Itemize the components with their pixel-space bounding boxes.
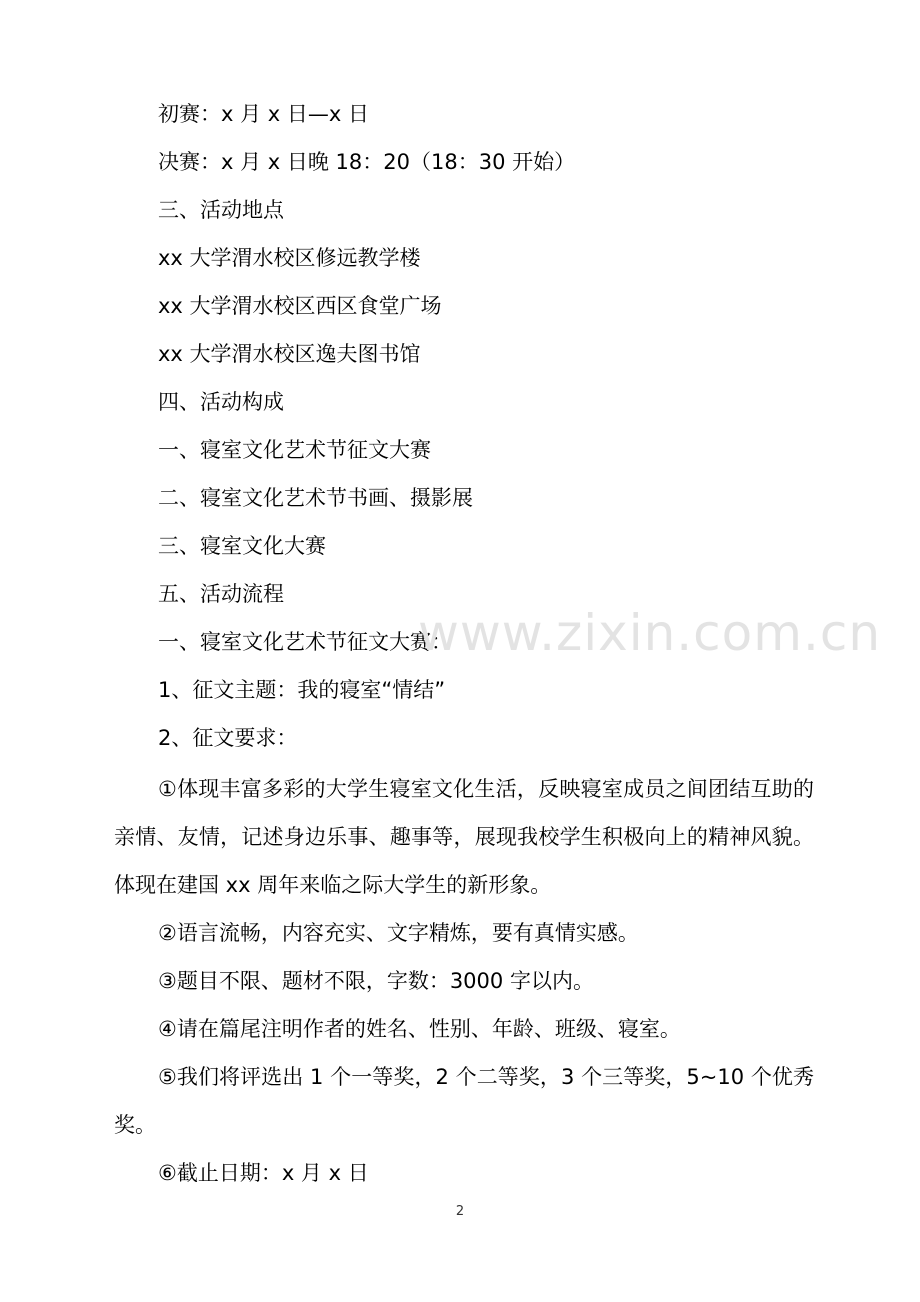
composition-item: 一、寝室文化艺术节征文大赛	[158, 438, 431, 462]
watermark: www.zixin.com.cn	[418, 604, 882, 662]
requirement-paragraph: ⑤我们将评选出 1 个一等奖，2 个二等奖，3 个三等奖，5~10 个优秀奖。	[114, 1065, 814, 1137]
requirement-paragraph: ②语言流畅，内容充实、文字精炼，要有真情实感。	[158, 921, 639, 945]
section-heading-process: 五、活动流程	[158, 582, 284, 606]
page-number: 2	[455, 1204, 465, 1219]
essay-requirements-heading: 2、征文要求：	[158, 726, 298, 750]
requirement-paragraph: ①体现丰富多彩的大学生寝室文化生活，反映寝室成员之间团结互助的亲情、友情，记述身边乐事、趣事等，展现我校学生积极向上的精神风貌。体现在建国 xx 周年来临之际大学生的新形象。	[114, 777, 814, 897]
location-item: xx 大学渭水校区修远教学楼	[158, 246, 421, 270]
schedule-final: 决赛：x 月 x 日晚 18：20（18：30 开始）	[158, 150, 576, 174]
location-item: xx 大学渭水校区逸夫图书馆	[158, 342, 421, 366]
composition-item: 三、寝室文化大赛	[158, 534, 326, 558]
section-heading-location: 三、活动地点	[158, 198, 284, 222]
requirement-paragraph: ④请在篇尾注明作者的姓名、性别、年龄、班级、寝室。	[158, 1017, 681, 1041]
section-heading-composition: 四、活动构成	[158, 390, 284, 414]
essay-theme: 1、征文主题：我的寝室“情结”	[158, 678, 446, 702]
requirement-paragraph: ⑥截止日期：x 月 x 日	[158, 1161, 369, 1185]
requirement-paragraph: ③题目不限、题材不限，字数：3000 字以内。	[158, 969, 594, 993]
location-item: xx 大学渭水校区西区食堂广场	[158, 294, 442, 318]
schedule-preliminary: 初赛：x 月 x 日—x 日	[158, 102, 369, 126]
process-subheading: 一、寝室文化艺术节征文大赛：	[158, 630, 452, 654]
composition-item: 二、寝室文化艺术节书画、摄影展	[158, 486, 473, 510]
